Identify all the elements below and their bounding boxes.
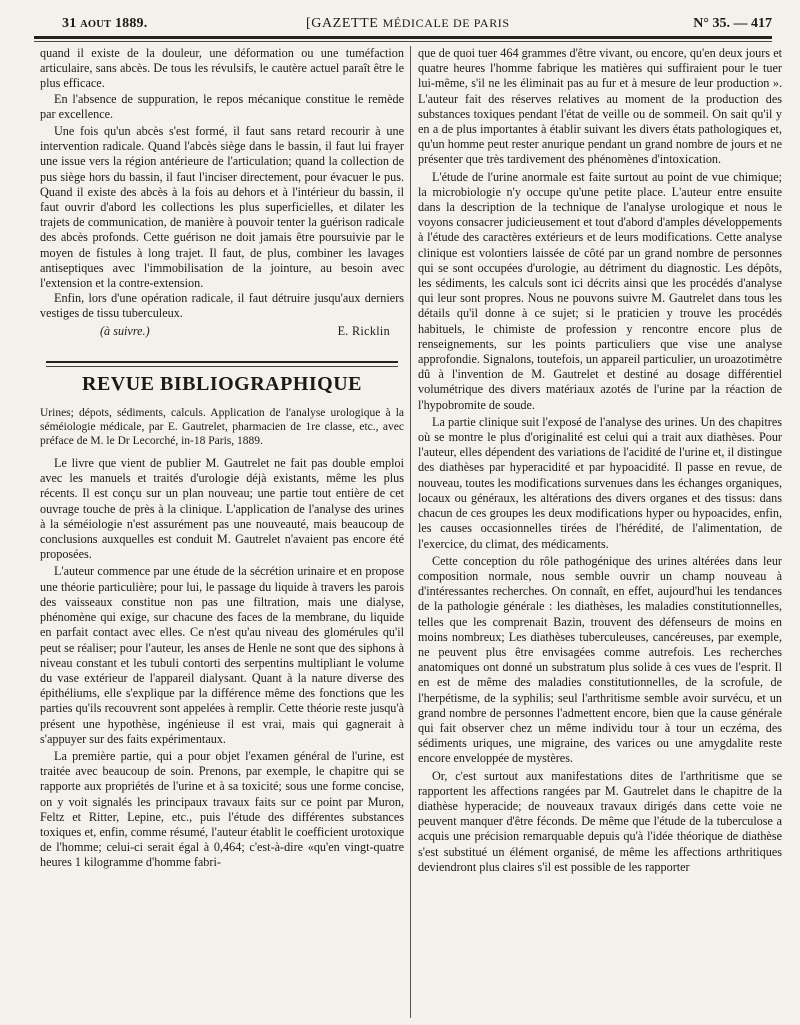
section-rule [46, 361, 398, 363]
journal-bracket: [ [306, 16, 312, 31]
journal-name [306, 16, 510, 32]
paragraph: Cette conception du rôle pathogénique des urines altérées dans leur composition normale, nous semble ouvrir un champ nouveau à d'intéressantes recherches. On connaît, en effet, aujourd'hui les tendances de la pathologie générale : les diathèses, les maladies constitutionnelles, telles que les comprenait Bazin, trouvent des défenseurs de moins en moins nombreux; Les diathèses tuberculeuses, cancéreuses, par exemple, ne peuvent plus être envisagées comme autrefois. Les recherches anatomiques ont donné un substratum plus solide à ces vues de l'esprit. Il en est de même des maladies constitutionnelles, de la scrofule, de l'herpétisme, de la syphilis; seul l'arthritisme semble avoir survécu, et un grand nombre de personnes l'admettent encore, bien que la cause générale qui fait observer chez un même individu tour à tour un eczéma, des sédiments uriques, une migraine, des varices ou une amygdalite reste encore enveloppée de mystères. [418, 553, 782, 766]
paragraph: En l'absence de suppuration, le repos mécanique constitue le remède par excellence. [40, 91, 404, 121]
issue-date [62, 16, 147, 32]
journal-title: GAZETTE [311, 16, 379, 31]
paragraph: Or, c'est surtout aux manifestations dites de l'arthritisme que se rapportent les affections rangées par M. Gautrelet dans le chapitre de la diathèse hyperacide; de nouveaux travaux dirigés dans cette voie ne peuvent manquer d'être féconds. De même que l'étude de la tuberculose a acquis une précision remarquable depuis qu'à l'idée théorique de diathèse s'est substitué un élément organisé, de même les affections arthritiques deviendront plus claires s'il est possible de les rapporter [418, 768, 782, 874]
paragraph: Une fois qu'un abcès s'est formé, il faut sans retard recourir à une intervention radicale. Quand l'abcès siège dans le bassin, il faut lui frayer une issue vers la région antérieure de l'articulation; quand la collection de pus siège hors du bassin, il faut l'inciser directement, pour évacuer le pus. Quand il existe des abcès à la fois au dehors et à l'intérieur du bassin, il faut ouvrir d'abord les collections les plus superficielles, et dilater les trajets de communication, de manière à pouvoir tenter la guérison radicale des abcès profonds. Cette guérison ne doit jamais être poursuivie par le moyen de fistules à long trajet. Il faut, de plus, combiner les lavages antiseptiques avec l'immobilisation de la jointure, au besoin avec l'extension et la contre-extension. [40, 124, 404, 291]
book-reference: Urines; dépots, sédiments, calculs. Application de l'analyse urologique à la séméiologie médicale, par E. Gautrelet, pharmacien de 1re classe, etc., avec préface de M. le Dr Lecorché, in-18 Paris, 1889. [40, 407, 404, 448]
section-title: REVUE BIBLIOGRAPHIQUE [82, 372, 362, 395]
section-rule-thin [46, 366, 398, 367]
header-rule-thin [34, 41, 772, 42]
left-column [40, 46, 404, 871]
article-author: E. Ricklin [337, 323, 390, 338]
paragraph: La première partie, qui a pour objet l'examen général de l'urine, est traitée avec beaucoup de soin. Prenons, par exemple, le chapitre qui se rapporte aux propriétés de l'urine et à sa toxicité; sous une forme concise, on y voit signalés les principaux travaux faits sur ce point par Muron, Feltz et Ritter, Lepine, etc., puis l'étude des différentes substances toxiques et, enfin, comme résumé, l'auteur établit le coefficient urotoxique de l'homme; celui-ci serait égal à 0,464; c'est-à-dire «qu'en vingt-quatre heures 1 kilogramme d'homme fabri- [40, 748, 404, 870]
paragraph: La partie clinique suit l'exposé de l'analyse des urines. Un des chapitres où se montre le plus d'originalité est celui qui a trait aux diathèses. Pour l'auteur, elles dépendent des variations de l'acidité de l'urine et, il distingue des diathèses par hyperacidité et par hypoacidité. Il passe en revue, de nouveau, toutes les modifications survenues dans les échanges organiques, locaux ou généraux, les altérations des divers organes et des tissus: dans chacun de ces groupes les deux modifications hyper ou hypoacides, enfin, les causes occasionnelles tirées de l'hérédité, de l'alimentation, de l'exercice, du climat, des médicaments. [418, 414, 782, 551]
article-signature [40, 324, 404, 339]
column-divider [410, 46, 411, 1018]
paragraph: que de quoi tuer 464 grammes d'être vivant, ou encore, qu'en deux jours et quatre heures l'homme fabrique les matières qui suffiraient pour le tuer lui-même, s'il ne les éliminait pas au fur et à mesure de leur production ». L'auteur fait des réserves relatives au moment de la production des substances toxiques pendant l'état de veille ou de sommeil. On sait qu'il y en a de plus importantes à établir suivant les divers états pathologiques et, qu'un homme peut rester anurique pendant un grand nombre de jours et ne présenter que très tardivement des phénomènes d'intoxication. [418, 46, 782, 167]
continued-note: (à suivre.) [100, 323, 150, 338]
header-rule [34, 36, 772, 39]
paragraph: Le livre que vient de publier M. Gautrelet ne fait pas double emploi avec les manuels et traités d'urologie déjà existants, même les plus récents. Il est conçu sur un plan nouveau; une partie tout entière de cet ouvrage touche de près à la clinique. L'application de l'analyse des urines à la séméiologie n'est assurément pas une nouveauté, mais beaucoup de conclusions auxquelles est conduit M. Gautrelet n'avaient pas encore été proposées. [40, 456, 404, 562]
paragraph: L'auteur commence par une étude de la sécrétion urinaire et en propose une théorie particulière; pour lui, le passage du liquide à travers les parois des vaisseaux constitue non pas une filtration, mais une dialyse, phénomène qui exige, sur chacune des faces de la membrane, du liquide en parfait contact avec elles. Ce n'est qu'au niveau des glomérules qu'il peut se réaliser; pour l'auteur, les anses de Henle ne sont que des siphons à niveau constant et les tubuli contorti des serpentins multipliant le volume du vase extérieur de l'appareil dialysant. Quant à la nature diverse des épithéliums, elle s'explique par la différence même des fonctions que les parties qu'ils recouvrent sont appelées à remplir. Cette théorie reste jusqu'à présent une hypothèse, ingénieuse il est vrai, mais qui gagnerait à s'appuyer sur des faits expérimentaux. [40, 564, 404, 746]
paragraph: quand il existe de la douleur, une déformation ou une tuméfaction articulaire, sans abcès. De tous les révulsifs, le cautère actuel paraît être le plus efficace. [40, 46, 404, 91]
paragraph: L'étude de l'urine anormale est faite surtout au point de vue chimique; la microbiologie n'y occupe qu'une petite place. L'auteur entre ensuite dans la description de la technique de l'analyse urologique et nous le voyons consacrer judicieusement et tout d'abord d'amples développements à l'étude des caractères extérieurs et de leurs modifications. Cette analyse clinique est volontiers laissée de côté par un grand nombre de personnes qui se sont occupées d'urologie, au détriment du diagnostic. Les dépôts, les sédiments, les calculs sont ici décrits ainsi que les procédés d'analyse qui leur sont propres. Nous ne pouvons suivre M. Gautrelet dans tous les détails qu'il donne à ce sujet; si le praticien y trouve les procédés habituels, le chimiste de profession y rencontre encore plus de renseignements, sur les points particuliers que vise une analyse approfondie. Signalons, toutefois, un appareil particulier, un uroazotimètre dû à l'invention de M. Gautrelet et destiné au dosage différentiel volumétrique des divers matériaux azotés de l'urine par la réaction de l'hypobromite de soude. [418, 169, 783, 412]
page-header [34, 10, 772, 34]
date-year: 1889. [114, 16, 148, 31]
date-month: AOUT [80, 19, 112, 30]
journal-title-rest: MÉDICALE DE PARIS [382, 16, 510, 30]
right-column [418, 46, 782, 875]
paragraph: Enfin, lors d'une opération radicale, il faut détruire jusqu'aux derniers vestiges de tissu tuberculeux. [40, 291, 404, 321]
issue-page-number: N° 35. — 417 [693, 16, 772, 31]
date-day: 31 [62, 16, 77, 31]
